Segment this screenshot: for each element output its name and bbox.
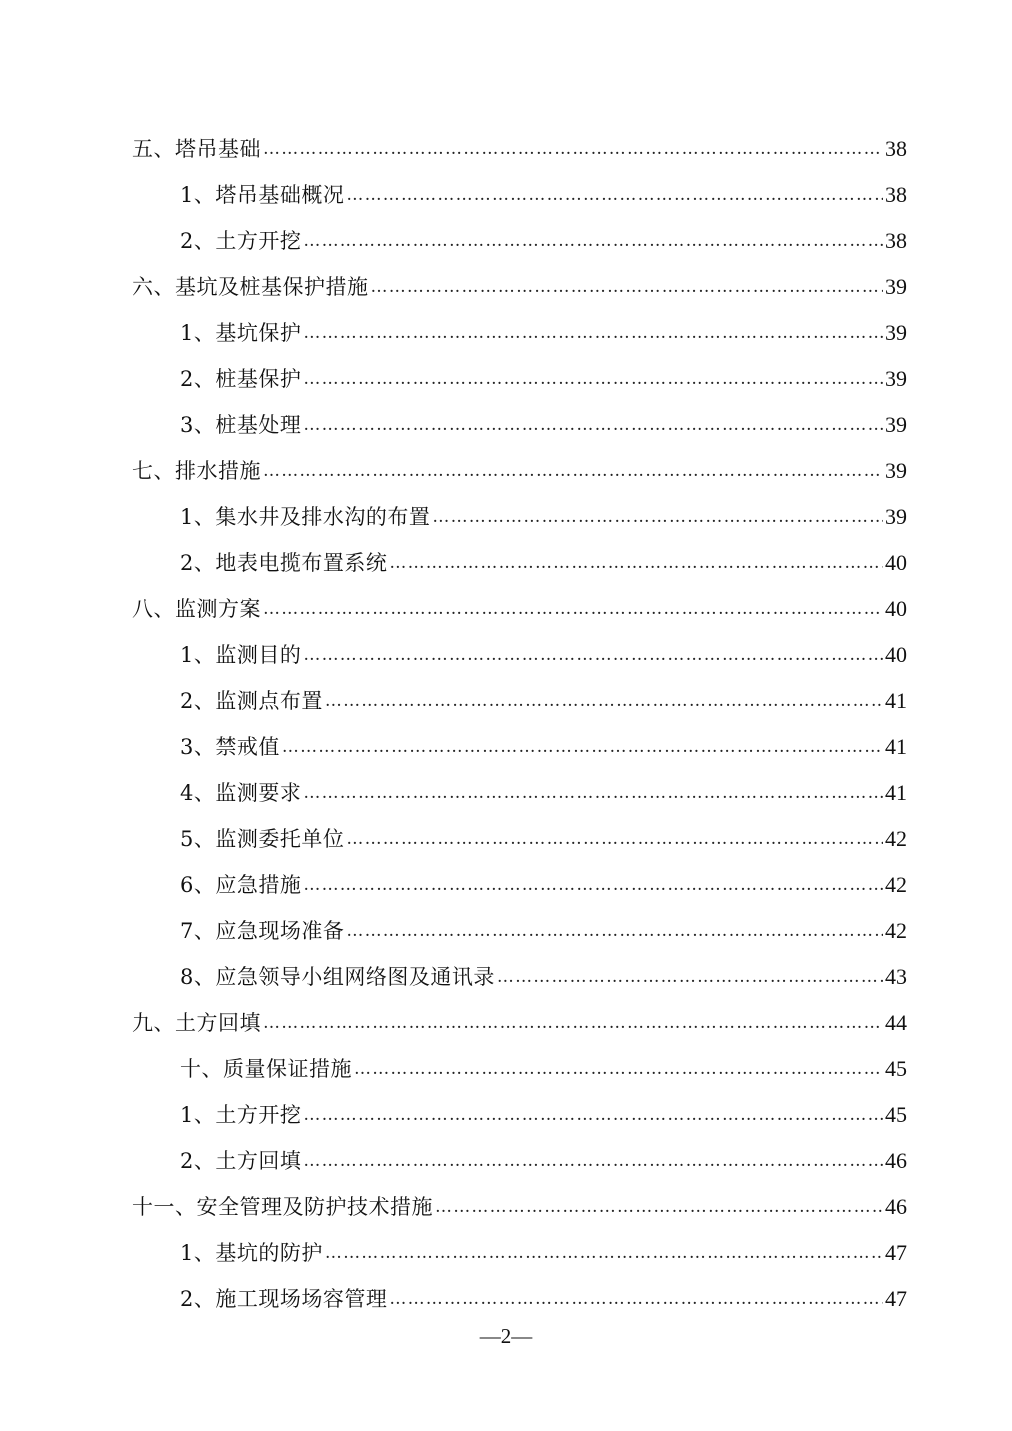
toc-leader-dots xyxy=(263,448,883,494)
toc-leader-dots xyxy=(389,540,883,586)
toc-entry-8-4[interactable] xyxy=(180,770,907,816)
toc-entry-8-3[interactable] xyxy=(180,724,907,770)
toc-entry-title: 九、土方回填 xyxy=(132,1011,261,1035)
toc-entry-title: 五、塔吊基础 xyxy=(132,137,261,161)
toc-entry-page: 46 xyxy=(885,1148,907,1173)
toc-entry-page: 38 xyxy=(885,136,907,161)
toc-entry-5-1[interactable] xyxy=(180,172,907,218)
toc-entry-title: 1、土方开挖 xyxy=(180,1103,302,1127)
toc-entry-7-1[interactable] xyxy=(180,494,907,540)
toc-leader-dots xyxy=(346,816,883,862)
toc-entry-title: 1、塔吊基础概况 xyxy=(180,183,345,207)
toc-entry-title: 1、监测目的 xyxy=(180,643,302,667)
toc-leader-dots xyxy=(303,218,883,264)
toc-entry-title: 2、桩基保护 xyxy=(180,367,302,391)
toc-entry-8-8[interactable] xyxy=(180,954,907,1000)
toc-entry-page: 39 xyxy=(885,504,907,529)
toc-entry-page: 45 xyxy=(885,1102,907,1127)
toc-entry-title: 六、基坑及桩基保护措施 xyxy=(132,275,369,299)
toc-entry-title: 1、集水井及排水沟的布置 xyxy=(180,505,431,529)
toc-entry-page: 42 xyxy=(885,918,907,943)
table-of-contents xyxy=(0,126,1012,1316)
toc-entry-title: 八、监测方案 xyxy=(132,597,261,621)
toc-entry-page: 39 xyxy=(885,458,907,483)
toc-entry-page: 41 xyxy=(885,780,907,805)
toc-leader-dots xyxy=(497,954,883,1000)
toc-entry-10-2[interactable] xyxy=(180,1138,907,1184)
toc-entry-6-3[interactable] xyxy=(180,402,907,448)
toc-leader-dots xyxy=(354,1046,883,1092)
toc-entry-title: 十一、安全管理及防护技术措施 xyxy=(132,1195,433,1219)
toc-leader-dots xyxy=(432,494,883,540)
toc-entry-6[interactable] xyxy=(132,264,907,310)
toc-entry-page: 45 xyxy=(885,1056,907,1081)
toc-entry-10[interactable] xyxy=(180,1046,907,1092)
toc-entry-title: 2、地表电揽布置系统 xyxy=(180,551,388,575)
toc-entry-page: 40 xyxy=(885,642,907,667)
toc-entry-title: 十、质量保证措施 xyxy=(180,1057,352,1081)
toc-entry-6-2[interactable] xyxy=(180,356,907,402)
toc-entry-8-1[interactable] xyxy=(180,632,907,678)
toc-leader-dots xyxy=(325,678,883,724)
toc-entry-title: 5、监测委托单位 xyxy=(180,827,345,851)
toc-entry-title: 2、土方开挖 xyxy=(180,229,302,253)
toc-entry-8-2[interactable] xyxy=(180,678,907,724)
toc-leader-dots xyxy=(303,862,883,908)
toc-leader-dots xyxy=(303,632,883,678)
toc-entry-title: 2、施工现场场容管理 xyxy=(180,1287,388,1311)
toc-entry-7-2[interactable] xyxy=(180,540,907,586)
toc-entry-page: 40 xyxy=(885,596,907,621)
toc-entry-5-2[interactable] xyxy=(180,218,907,264)
toc-entry-11-1[interactable] xyxy=(180,1230,907,1276)
toc-entry-title: 7、应急现场准备 xyxy=(180,919,345,943)
toc-entry-title: 2、监测点布置 xyxy=(180,689,323,713)
toc-entry-page: 47 xyxy=(885,1240,907,1265)
toc-entry-8-7[interactable] xyxy=(180,908,907,954)
toc-entry-page: 42 xyxy=(885,872,907,897)
toc-entry-page: 46 xyxy=(885,1194,907,1219)
toc-entry-8-5[interactable] xyxy=(180,816,907,862)
toc-entry-page: 39 xyxy=(885,274,907,299)
toc-entry-page: 38 xyxy=(885,182,907,207)
toc-entry-title: 3、禁戒值 xyxy=(180,735,280,759)
toc-entry-5[interactable] xyxy=(132,126,907,172)
toc-leader-dots xyxy=(389,1276,883,1322)
toc-entry-6-1[interactable] xyxy=(180,310,907,356)
toc-leader-dots xyxy=(303,402,883,448)
toc-entry-title: 1、基坑保护 xyxy=(180,321,302,345)
toc-entry-page: 41 xyxy=(885,688,907,713)
toc-leader-dots xyxy=(371,264,884,310)
toc-entry-11-2[interactable] xyxy=(180,1276,907,1322)
toc-entry-8-6[interactable] xyxy=(180,862,907,908)
page-number: —2— xyxy=(479,1324,533,1348)
toc-leader-dots xyxy=(346,908,883,954)
toc-entry-page: 39 xyxy=(885,320,907,345)
toc-entry-title: 4、监测要求 xyxy=(180,781,302,805)
toc-entry-page: 47 xyxy=(885,1286,907,1311)
toc-entry-title: 8、应急领导小组网络图及通讯录 xyxy=(180,965,495,989)
toc-leader-dots xyxy=(346,172,883,218)
toc-leader-dots xyxy=(263,586,883,632)
toc-leader-dots xyxy=(282,724,883,770)
toc-leader-dots xyxy=(303,1092,883,1138)
toc-entry-page: 39 xyxy=(885,412,907,437)
toc-leader-dots xyxy=(303,770,883,816)
toc-leader-dots xyxy=(303,356,883,402)
toc-entry-10-1[interactable] xyxy=(180,1092,907,1138)
toc-entry-page: 42 xyxy=(885,826,907,851)
toc-entry-title: 七、排水措施 xyxy=(132,459,261,483)
toc-leader-dots xyxy=(325,1230,883,1276)
toc-entry-7[interactable] xyxy=(132,448,907,494)
toc-leader-dots xyxy=(435,1184,883,1230)
toc-entry-title: 1、基坑的防护 xyxy=(180,1241,323,1265)
toc-leader-dots xyxy=(303,310,883,356)
toc-entry-title: 3、桩基处理 xyxy=(180,413,302,437)
toc-entry-page: 44 xyxy=(885,1010,907,1035)
toc-leader-dots xyxy=(303,1138,883,1184)
toc-entry-title: 6、应急措施 xyxy=(180,873,302,897)
toc-leader-dots xyxy=(263,126,883,172)
toc-entry-8[interactable] xyxy=(132,586,907,632)
toc-entry-page: 39 xyxy=(885,366,907,391)
toc-entry-page: 41 xyxy=(885,734,907,759)
toc-entry-page: 40 xyxy=(885,550,907,575)
toc-entry-9[interactable] xyxy=(132,1000,907,1046)
toc-leader-dots xyxy=(263,1000,883,1046)
toc-entry-page: 38 xyxy=(885,228,907,253)
toc-entry-title: 2、土方回填 xyxy=(180,1149,302,1173)
toc-entry-11[interactable] xyxy=(132,1184,907,1230)
toc-entry-page: 43 xyxy=(885,964,907,989)
